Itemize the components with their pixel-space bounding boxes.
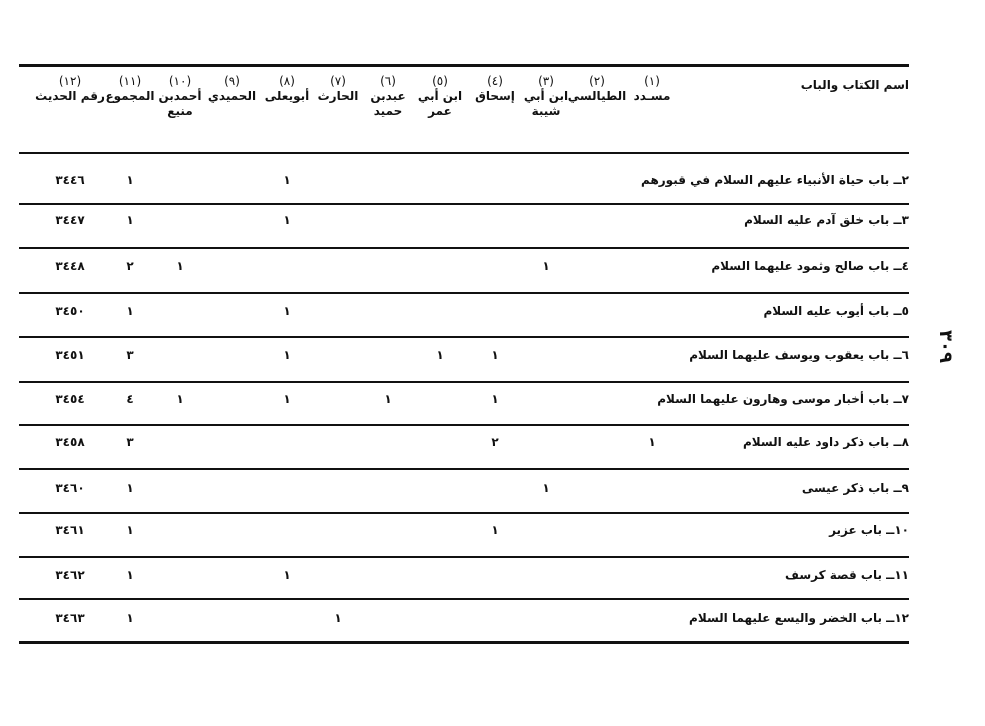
title-column-header: اسم الكتاب والباب (800, 78, 909, 92)
cell-value: ١ (126, 213, 134, 227)
row-divider (19, 292, 909, 294)
cell-value: ٣٤٥٠ (55, 304, 85, 318)
row-divider (19, 512, 909, 514)
column-number: (٥) (432, 74, 448, 88)
cell-value: ٣٤٤٧ (55, 213, 85, 227)
cell-value: ١ (283, 392, 291, 406)
cell-value: ١ (491, 523, 499, 537)
cell-value: ١ (176, 259, 184, 273)
column-number: (٩) (224, 74, 240, 88)
column-name: مسـدد (633, 89, 671, 103)
cell-value: ١ (283, 304, 291, 318)
column-name: أحمدبن (158, 89, 202, 103)
cell-value: ٢ (491, 435, 499, 449)
cell-value: ١ (334, 611, 342, 625)
top-rule (19, 64, 909, 67)
column-name: ابن أبي (417, 89, 463, 103)
column-number: (١١) (118, 74, 142, 88)
column-name: إسحاق (475, 89, 515, 103)
column-name-line2: حميد (373, 104, 403, 118)
row-title: ٣ــ باب خلق آدم عليه السلام (744, 213, 909, 227)
row-title: ٤ــ باب صالح وثمود عليهما السلام (711, 259, 909, 273)
column-name: الطيالسي (567, 89, 627, 103)
column-name: عبدبن (370, 89, 406, 103)
cell-value: ١ (126, 481, 134, 495)
cell-value: ١ (491, 392, 499, 406)
column-number: (٣) (538, 74, 554, 88)
row-divider (19, 336, 909, 338)
cell-value: ١ (126, 523, 134, 537)
row-title: ٧ــ باب أخبار موسى وهارون عليهما السلام (657, 392, 909, 406)
column-name-line2: عمر (428, 104, 452, 118)
row-divider (19, 468, 909, 470)
row-title: ١٠ــ باب عزير (829, 523, 909, 537)
column-number: (٧) (330, 74, 346, 88)
column-number: (٦) (380, 74, 396, 88)
row-title: ٩ــ باب ذكر عيسى (801, 481, 909, 495)
cell-value: ١ (283, 213, 291, 227)
column-number: (٢) (589, 74, 605, 88)
column-name: ابن أبي (523, 89, 569, 103)
cell-value: ٣٤٥٤ (55, 392, 85, 406)
cell-value: ١ (491, 348, 499, 362)
row-divider (19, 556, 909, 558)
cell-value: ١ (126, 568, 134, 582)
row-divider (19, 381, 909, 383)
column-name-line2: شيبة (531, 104, 561, 118)
column-number: (٨) (279, 74, 295, 88)
row-divider (19, 598, 909, 600)
row-title: ١٢ــ باب الخضر واليسع عليهما السلام (689, 611, 909, 625)
cell-value: ٣٤٦٣ (55, 611, 85, 625)
cell-value: ١ (176, 392, 184, 406)
cell-value: ٤ (126, 392, 134, 406)
cell-value: ٣٤٦٠ (55, 481, 85, 495)
cell-value: ١ (648, 435, 656, 449)
cell-value: ١ (283, 173, 291, 187)
row-title: ٥ــ باب أيوب عليه السلام (763, 304, 909, 318)
cell-value: ٣٤٥٨ (55, 435, 85, 449)
cell-value: ١ (126, 304, 134, 318)
row-title: ٨ــ باب ذكر داود عليه السلام (743, 435, 909, 449)
cell-value: ٣٤٤٨ (55, 259, 85, 273)
cell-value: ١ (542, 481, 550, 495)
column-name: أبويعلى (264, 89, 310, 103)
page-number: ٣٠٩ (935, 330, 956, 363)
column-name: الحارث (317, 89, 359, 103)
cell-value: ١ (283, 568, 291, 582)
cell-value: ٣ (126, 348, 134, 362)
row-title: ٢ــ باب حياة الأنبياء عليهم السلام في قبورهم (641, 173, 909, 187)
cell-value: ١ (126, 611, 134, 625)
column-number: (١٢) (58, 74, 82, 88)
cell-value: ٢ (126, 259, 134, 273)
cell-value: ٣ (126, 435, 134, 449)
column-name: رقم الحديث (35, 89, 105, 103)
row-divider (19, 247, 909, 249)
cell-value: ١ (384, 392, 392, 406)
row-title: ١١ــ باب قصة كرسف (785, 568, 909, 582)
column-number: (١) (644, 74, 660, 88)
cell-value: ٣٤٤٦ (55, 173, 85, 187)
cell-value: ٣٤٥١ (55, 348, 85, 362)
header-rule (19, 152, 909, 154)
cell-value: ١ (126, 173, 134, 187)
column-header (35, 74, 105, 104)
column-name: الحميدي (207, 89, 257, 103)
cell-value: ٣٤٦٢ (55, 568, 85, 582)
cell-value: ١ (542, 259, 550, 273)
column-name: المجموع (105, 89, 155, 103)
column-name-line2: منيع (167, 104, 193, 118)
row-divider (19, 424, 909, 426)
row-title: ٦ــ باب يعقوب ويوسف عليهما السلام (689, 348, 909, 362)
cell-value: ١ (283, 348, 291, 362)
cell-value: ١ (436, 348, 444, 362)
row-divider (19, 203, 909, 205)
column-number: (١٠) (168, 74, 192, 88)
column-number: (٤) (487, 74, 503, 88)
column-header (95, 74, 165, 104)
cell-value: ٣٤٦١ (55, 523, 85, 537)
row-divider (19, 641, 909, 644)
